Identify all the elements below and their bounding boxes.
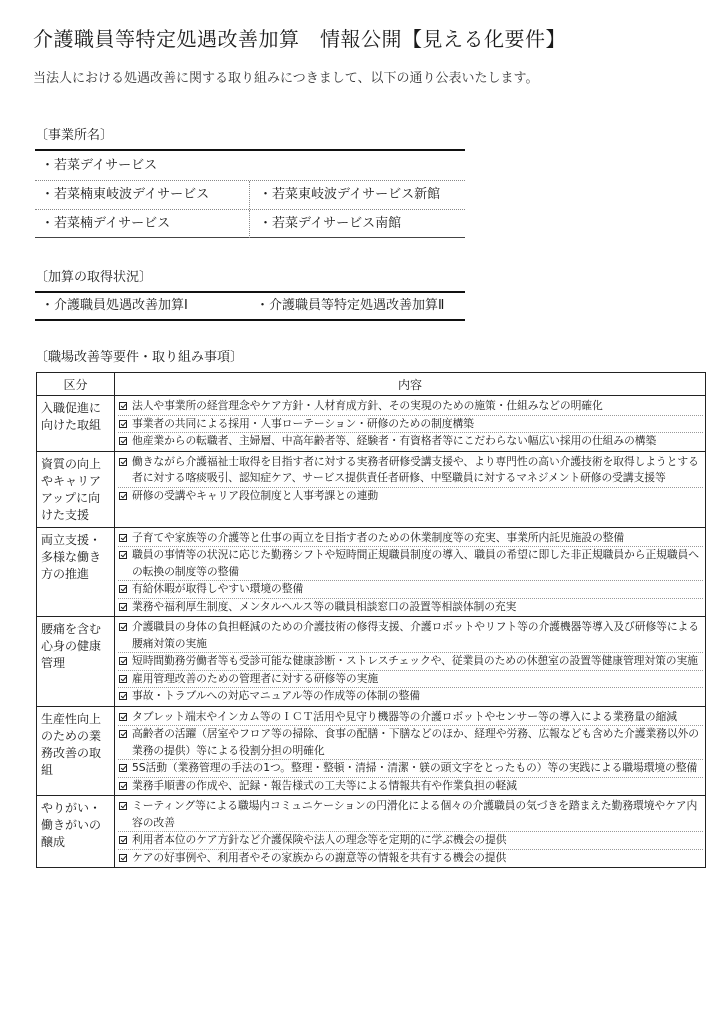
checkbox-checked-icon xyxy=(119,782,127,790)
list-item xyxy=(118,487,703,505)
facility-name: ・若菜デイサービス xyxy=(41,158,158,173)
checkbox-checked-icon xyxy=(119,458,127,466)
column-header-content: 内容 xyxy=(115,373,706,396)
checkbox-checked-icon xyxy=(119,551,127,559)
item-text: 事故・トラブルへの対応マニュアル等の作成等の体制の整備 xyxy=(132,689,420,702)
facility-name: ・若菜楠東岐波デイサービス xyxy=(35,181,250,209)
content-cell xyxy=(115,451,706,527)
list-item xyxy=(118,849,703,867)
list-item xyxy=(118,415,703,433)
category-label: 両立支援・ 多様な働き 方の推進 xyxy=(41,532,102,581)
checkbox-checked-icon xyxy=(119,437,127,445)
item-text: 業務手順書の作成や、記録・報告様式の工夫等による情報共有や作業負担の軽減 xyxy=(132,778,517,792)
checkbox-checked-icon xyxy=(119,802,127,810)
facility-row xyxy=(35,181,465,210)
item-text: ミーティング等による職場内コミュニケーションの円滑化による個々の介護職員の気づきを踏まえた勤務環境やケア内容の改善 xyxy=(132,799,698,829)
checkbox-checked-icon xyxy=(119,692,127,700)
category-cell xyxy=(37,796,115,868)
checkbox-checked-icon xyxy=(119,420,127,428)
facility-name: ・若菜東岐波デイサービス新館 xyxy=(259,187,441,202)
list-item xyxy=(118,759,703,777)
table-row xyxy=(37,617,706,707)
facility-name: ・若菜楠デイサービス xyxy=(35,210,250,238)
item-text: ケアの好事例や、利用者やその家族からの謝意等の情報を共有する機会の提供 xyxy=(132,850,507,864)
checkbox-checked-icon xyxy=(119,730,127,738)
list-item xyxy=(118,670,703,688)
item-text: 職員の事情等の状況に応じた勤務シフトや短時間正規職員制度の導入、職員の希望に即した非正規職員から正規職員への転換の制度等の整備 xyxy=(132,548,699,578)
checkbox-checked-icon xyxy=(119,585,127,593)
list-item xyxy=(118,687,703,705)
table-row xyxy=(37,527,706,617)
item-text: 事業者の共同による採用・人事ローテーション・研修のための制度構築 xyxy=(132,416,474,430)
checkbox-checked-icon xyxy=(119,603,127,611)
item-text: タブレット端末やインカム等のＩＣＴ活用や見守り機器等の介護ロボットやセンサー等の導入による業務量の縮減 xyxy=(132,709,677,723)
content-cell xyxy=(115,706,706,796)
item-text: 介護職員の身体の負担軽減のための介護技術の修得支援、介護ロボットやリフト等の介護機器等導入及び研修等による腰痛対策の実施 xyxy=(132,620,699,650)
status-item: ・介護職員等特定処遇改善加算Ⅱ xyxy=(256,298,445,313)
list-item xyxy=(118,709,703,726)
category-cell xyxy=(37,706,115,796)
category-label: 腰痛を含む 心身の健康 管理 xyxy=(41,622,102,670)
item-text: 研修の受講やキャリア段位制度と人事考課との連動 xyxy=(132,488,379,502)
list-item xyxy=(118,580,703,598)
list-item xyxy=(118,454,703,487)
status-heading: 〔加算の取得状況〕 xyxy=(35,270,153,285)
category-cell xyxy=(37,451,115,527)
item-text: 雇用管理改善のための管理者に対する研修等の実施 xyxy=(132,671,379,685)
item-text: 働きながら介護福祉士取得を目指す者に対する実務者研修受講支援や、より専門性の高い介護技術を取得しようとする者に対する喀痰吸引、認知症ケア、サービス提供責任者研修、中堅職員に対するマネジメント研修の受講支援等 xyxy=(132,454,699,484)
list-item xyxy=(118,598,703,616)
intro-text: 当法人における処遇改善に関する取り組みにつきまして、以下の通り公表いたします。 xyxy=(33,71,539,86)
category-cell xyxy=(37,396,115,452)
requirements-heading: 〔職場改善等要件・取り組み事項〕 xyxy=(35,350,244,365)
checkbox-checked-icon xyxy=(119,402,127,410)
item-text: 短時間勤務労働者等も受診可能な健康診断・ストレスチェックや、従業員のための休憩室の設置等健康管理対策の実施 xyxy=(132,654,698,667)
checkbox-checked-icon xyxy=(119,854,127,862)
list-item xyxy=(118,652,703,670)
table-row xyxy=(37,796,706,868)
list-item xyxy=(118,725,703,759)
list-item xyxy=(118,798,703,831)
item-text: 子育てや家族等の介護等と仕事の両立を目指す者のための休業制度等の充実、事業所内託児施設の整備 xyxy=(132,530,625,544)
checkbox-checked-icon xyxy=(119,836,127,844)
item-text: 利用者本位のケア方針など介護保険や法人の理念等を定期的に学ぶ機会の提供 xyxy=(132,833,507,846)
item-text: 法人や事業所の経営理念やケア方針・人材育成方針、その実現のための施策・仕組みなどの明確化 xyxy=(132,399,603,412)
column-header-category: 区分 xyxy=(37,373,115,396)
category-cell xyxy=(37,527,115,617)
status-list xyxy=(35,291,465,321)
list-item xyxy=(118,432,703,450)
checkbox-checked-icon xyxy=(119,713,127,721)
item-text: 有給休暇が取得しやすい環境の整備 xyxy=(132,582,304,595)
list-item xyxy=(118,831,703,849)
facility-list xyxy=(35,149,465,238)
content-cell xyxy=(115,796,706,868)
list-item xyxy=(118,619,703,652)
list-item xyxy=(118,546,703,580)
facilities-heading: 〔事業所名〕 xyxy=(35,128,114,143)
category-label: 入職促進に 向けた取組 xyxy=(41,401,102,432)
item-text: 業務や福利厚生制度、メンタルヘルス等の職員相談窓口の設置等相談体制の充実 xyxy=(132,599,517,613)
list-item xyxy=(118,398,703,415)
item-text: 5S活動（業務管理の手法の1つ。整理・整頓・清掃・清潔・躾の頭文字をとったもの）等の実践による職場環境の整備 xyxy=(132,761,698,774)
item-text: 他産業からの転職者、主婦層、中高年齢者等、経験者・有資格者等にこだわらない幅広い採用の仕組みの構築 xyxy=(132,434,657,447)
table-header-row xyxy=(37,373,706,396)
facility-row xyxy=(35,152,465,181)
content-cell xyxy=(115,396,706,452)
checkbox-checked-icon xyxy=(119,657,127,665)
category-label: 生産性向上 のための業 務改善の取 組 xyxy=(41,711,102,777)
item-text: 高齢者の活躍（居室やフロア等の掃除、食事の配膳・下膳などのほか、経理や労務、広報なども含めた介護業務以外の業務の提供）等による役割分担の明確化 xyxy=(132,727,699,757)
checkbox-checked-icon xyxy=(119,623,127,631)
facility-row xyxy=(35,210,465,238)
list-item xyxy=(118,530,703,547)
facility-name: ・若菜デイサービス南館 xyxy=(259,216,402,231)
requirements-table xyxy=(36,372,706,868)
category-cell xyxy=(37,617,115,707)
table-row xyxy=(37,706,706,796)
checkbox-checked-icon xyxy=(119,764,127,772)
list-item xyxy=(118,777,703,795)
category-label: 資質の向上 やキャリア アップに向 けた支援 xyxy=(41,456,102,522)
checkbox-checked-icon xyxy=(119,534,127,542)
content-cell xyxy=(115,617,706,707)
table-row xyxy=(37,396,706,452)
checkbox-checked-icon xyxy=(119,675,127,683)
content-cell xyxy=(115,527,706,617)
table-row xyxy=(37,451,706,527)
status-item: ・介護職員処遇改善加算Ⅰ xyxy=(41,298,188,313)
category-label: やりがい・ 働きがいの 醸成 xyxy=(41,801,102,849)
page-title: 介護職員等特定処遇改善加算 情報公開【見える化要件】 xyxy=(33,27,566,51)
checkbox-checked-icon xyxy=(119,492,127,500)
